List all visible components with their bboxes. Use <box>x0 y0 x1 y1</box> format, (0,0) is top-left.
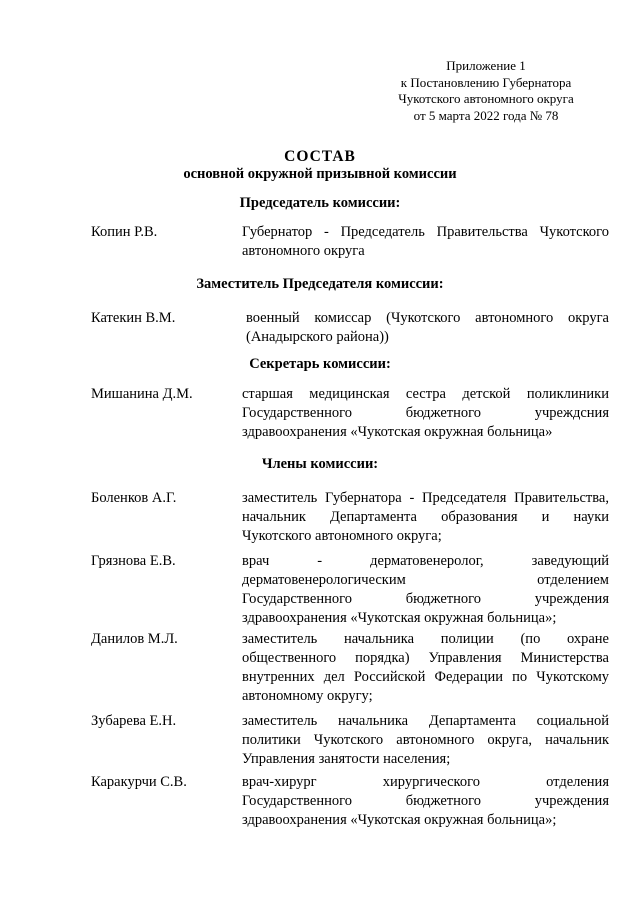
document-title: СОСТАВ <box>284 148 356 165</box>
member-description <box>242 552 609 628</box>
member-name: Грязнова Е.В. <box>91 553 176 569</box>
description-line: автономному округу; <box>242 688 373 704</box>
member-name: Зубарева Е.Н. <box>91 713 177 729</box>
appendix-line: к Постановлению Губернатора <box>400 74 572 90</box>
description-line: дерматовенерологическим отделением <box>242 572 609 588</box>
description-line: внутренних дел Российской Федерации по Чукотскому <box>242 669 609 685</box>
member-name: Каракурчи С.В. <box>91 774 187 790</box>
description-line: начальник Департамента образования и науки <box>242 509 609 525</box>
description-line: заместитель начальника полиции (по охране <box>242 631 609 647</box>
member-name: Копин Р.В. <box>91 224 158 240</box>
description-line: военный комиссар (Чукотского автономного округа <box>246 310 609 326</box>
section-heading-secretary: Секретарь комиссии: <box>249 356 391 372</box>
description-line: здравоохранения «Чукотская окружная больница»; <box>242 812 557 828</box>
member-description <box>242 385 609 442</box>
member-description <box>246 309 609 347</box>
description-line: автономного округа <box>242 243 365 259</box>
section-heading-deputy: Заместитель Председателя комиссии: <box>196 276 444 292</box>
member-name: Мишанина Д.М. <box>91 386 193 402</box>
description-line: Государственного бюджетного учреждения <box>242 793 609 809</box>
member-name: Данилов М.Л. <box>91 631 178 647</box>
description-line: политики Чукотского автономного округа, начальник <box>242 732 609 748</box>
appendix-line: Приложение 1 <box>446 58 526 73</box>
member-description <box>242 712 609 769</box>
description-line: врач - дерматовенеролог, заведующий <box>242 553 609 569</box>
description-line: заместитель Губернатора - Председателя Правительства, <box>242 490 609 506</box>
member-description <box>242 489 609 546</box>
section-heading-chairman: Председатель комиссии: <box>239 195 401 211</box>
description-line: Управления занятости населения; <box>242 751 451 767</box>
member-description <box>242 223 609 261</box>
description-line: врач-хирург хирургического отделения <box>242 774 609 790</box>
member-name: Боленков А.Г. <box>91 490 177 506</box>
document-subtitle: основной окружной призывной комиссии <box>183 166 457 182</box>
description-line: здравоохранения «Чукотская окружная больница»; <box>242 610 557 626</box>
appendix-line: от 5 марта 2022 года № 78 <box>413 107 559 123</box>
section-heading-members: Члены комиссии: <box>261 456 379 472</box>
description-line: старшая медицинская сестра детской поликлиники <box>242 386 609 402</box>
description-line: здравоохранения «Чукотская окружная больница» <box>242 424 553 440</box>
description-line: заместитель начальника Департамента социальной <box>242 713 609 729</box>
description-line: Государственного бюджетного учреждсния <box>242 405 609 421</box>
member-name: Катекин В.М. <box>91 310 176 326</box>
description-line: Государственного бюджетного учреждения <box>242 591 609 607</box>
appendix-block <box>360 58 612 124</box>
description-line: Чукотского автономного округа; <box>242 528 442 544</box>
description-line: (Анадырского района)) <box>246 329 389 345</box>
description-line: Губернатор - Председатель Правительства Чукотского <box>242 224 609 240</box>
appendix-line: Чукотского автономного округа <box>398 91 574 106</box>
description-line: общественного порядка) Управления Министерства <box>242 650 609 666</box>
member-description <box>242 773 609 830</box>
member-description <box>242 630 609 706</box>
